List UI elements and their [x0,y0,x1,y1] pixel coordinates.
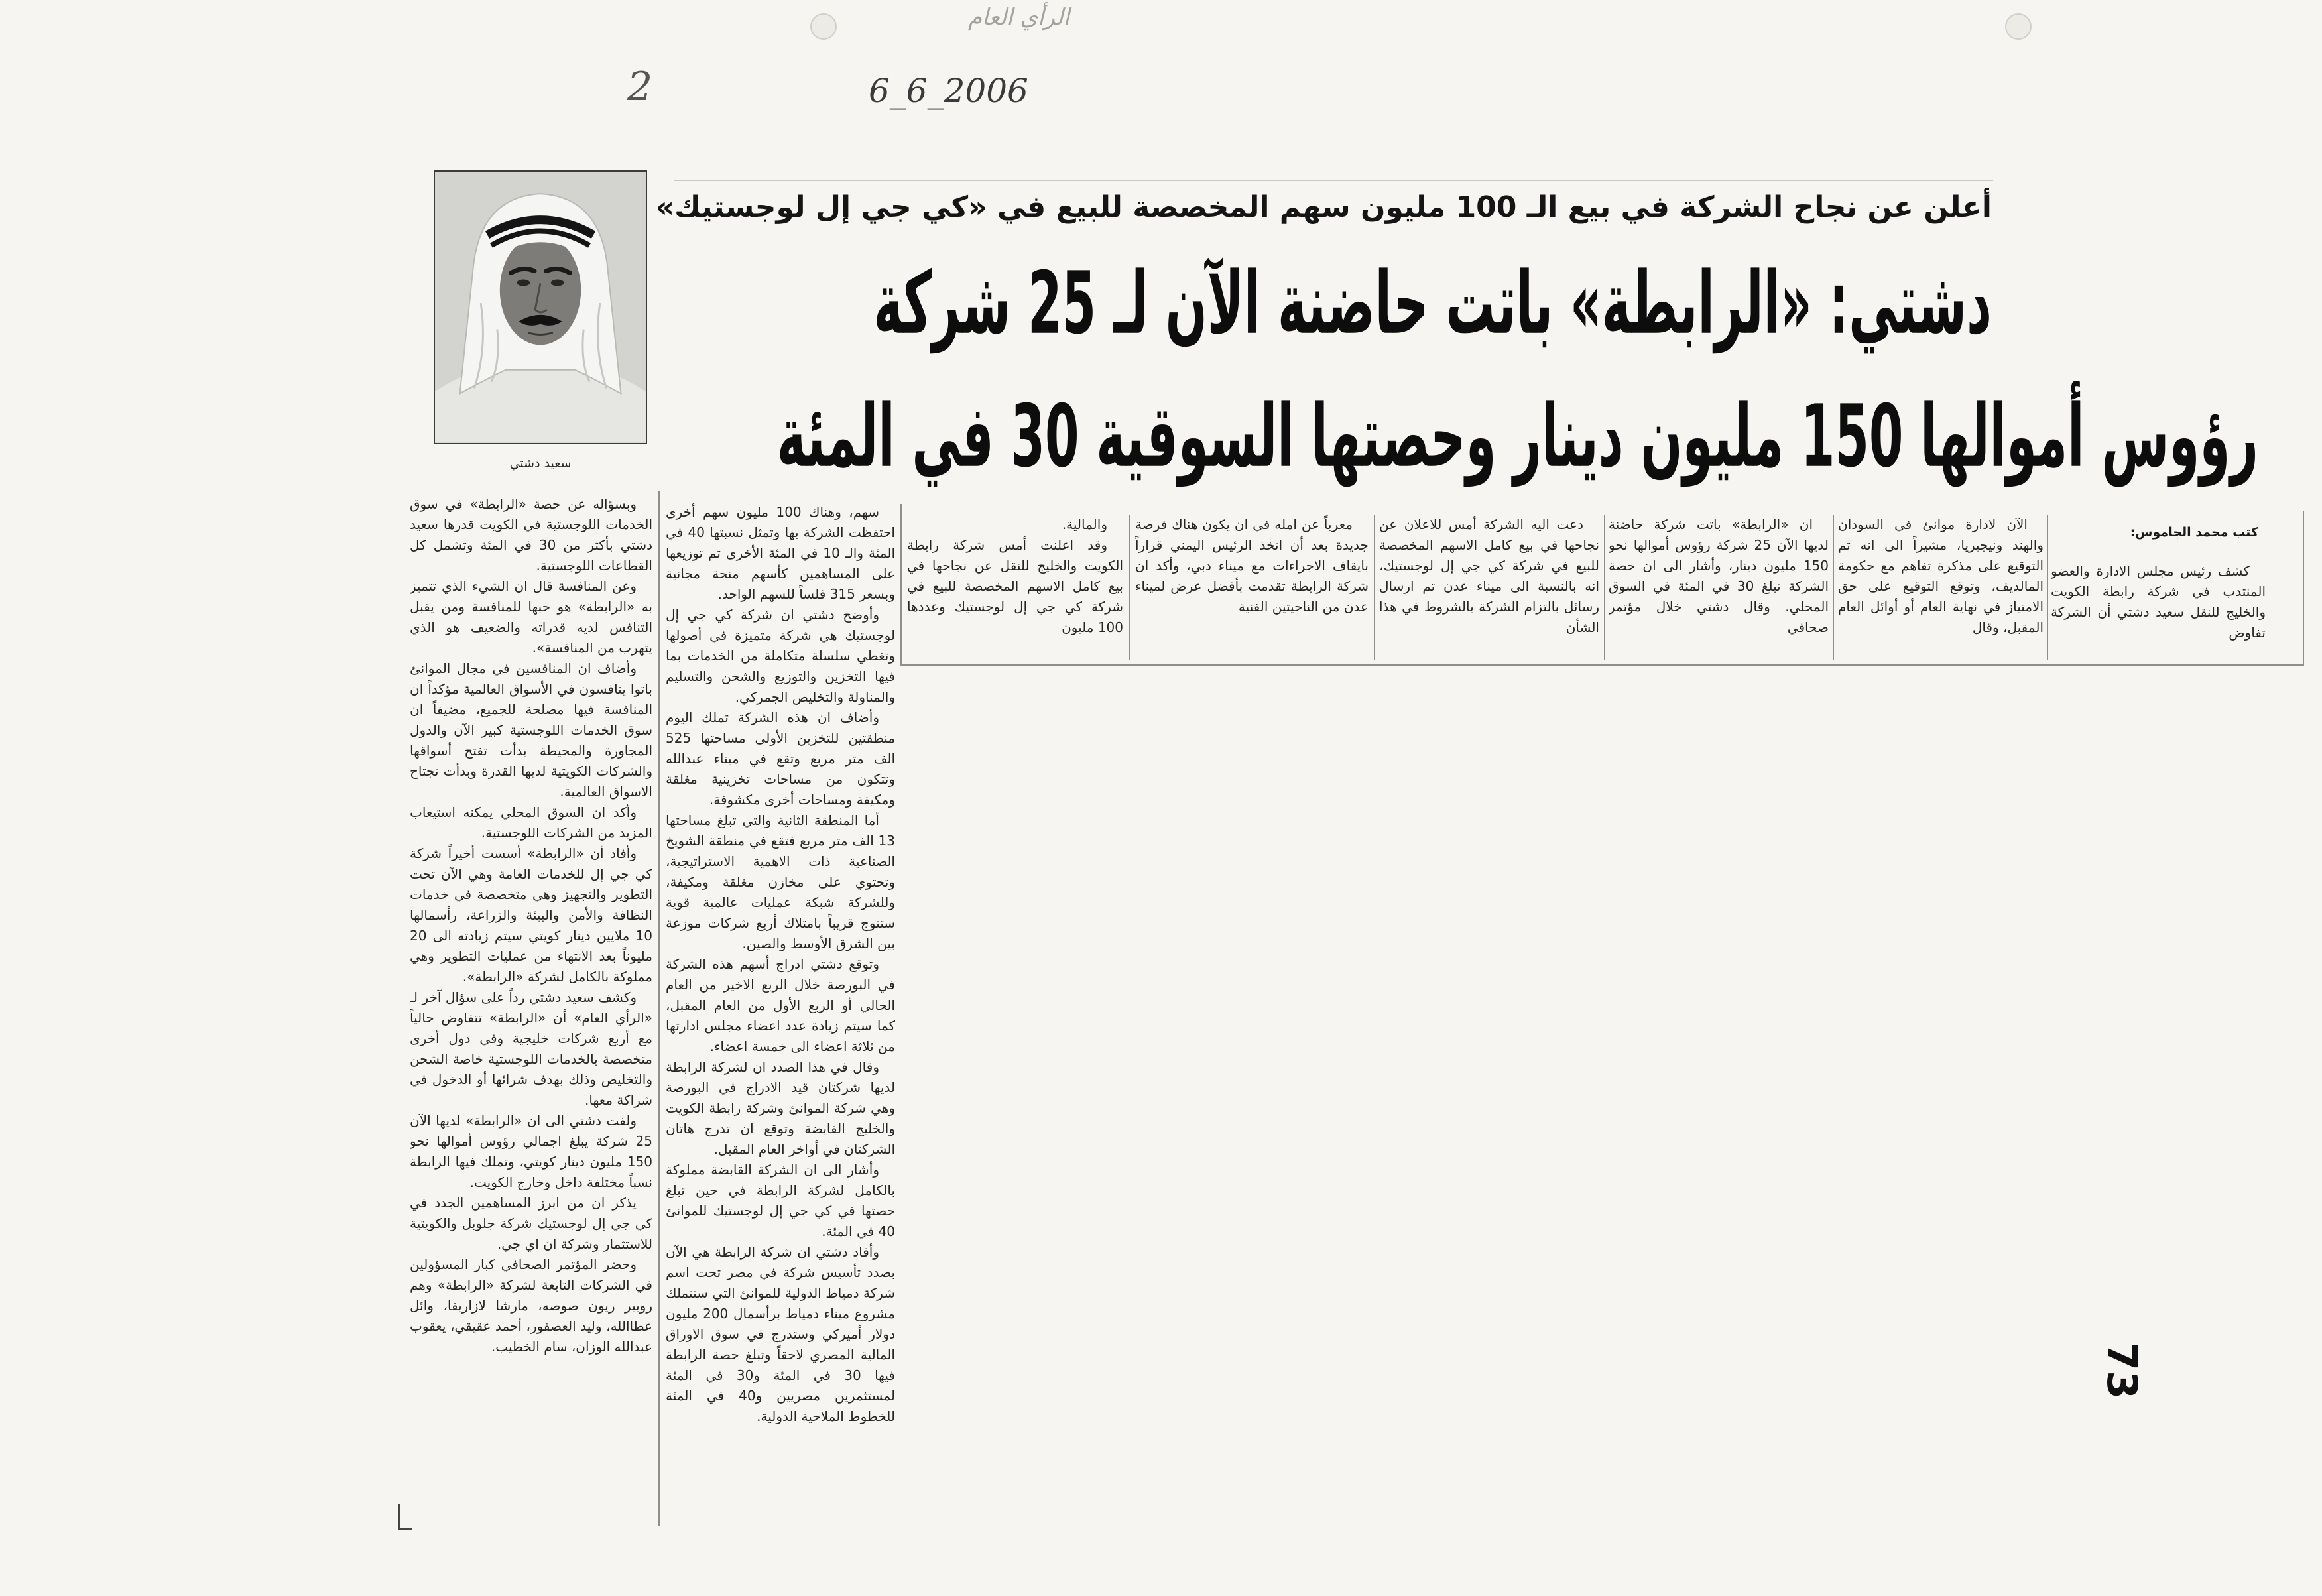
left-eye [517,280,530,286]
paragraph: وتوقع دشتي ادراج أسهم هذه الشركة في البورصة خلال الربع الاخير من العام الحالي أو الربع الأول من العام المقبل، كما سيتم زيادة عدد اعضاء مجلس ادارتها من ثلاثة اعضاء الى خمسة اعضاء. [666,956,895,1054]
paragraph: وعن المنافسة قال ان الشيء الذي تتميز به «الرابطة» هو حبها للمنافسة ومن يقبل التنافس لديه قدراته والضعيف هو الذي يتهرب من المنافسة». [410,578,652,656]
paragraph: يذكر ان من ابرز المساهمين الجدد في كي جي إل لوجستيك شركة جلوبل والكويتية للاستثمار وشركة ان اي جي. [410,1195,652,1252]
headline-line-1: دشتي: «الرابطة» باتت حاضنة الآن لـ 25 شركة [873,253,1992,354]
paragraph: وأشار الى ان الشركة القابضة مملوكة بالكامل لشركة الرابطة في حين تبلغ حصتها في كي جي إل لوجستيك للموانئ 40 في المئة. [666,1162,895,1239]
article-column-5 [1135,515,1369,660]
byline: كتب محمد الجاموس: [2130,525,2258,540]
paragraph: وأفاد أن «الرابطة» أسست أخيراً شركة كي جي إل للخدمات العامة وهي الآن تحت التطوير والتجهيز وهي متخصصة في خدمات النظافة والأمن والبيئة والزراعة، رأسمالها 10 ملايين دينار كويتي سيتم زيادته الى 20 مليوناً بعد الانتهاء من عمليات التطوير وهي مملوكة بالكامل لشركة «الرابطة». [410,845,652,985]
column-rule [1833,515,1834,660]
article-column-1 [2051,561,2266,660]
column-rule [1129,515,1130,660]
handwritten-source-note: الرأي العام [968,4,1070,31]
clipping-edge [674,180,1993,181]
paragraph: وقد اعلنت أمس شركة رابطة الكويت والخليج للنقل عن نجاحها في بيع كامل الاسهم المخصصة للبيع في شركة كي جي إل لوجستيك وعددها 100 مليون [907,537,1123,635]
clipping-bracket [398,1504,400,1530]
portrait-image [435,172,646,443]
article-column-8 [410,494,652,1526]
article-column-2 [1838,515,2044,660]
paragraph: وبسؤاله عن حصة «الرابطة» في سوق الخدمات اللوجستية في الكويت قدرها سعيد دشتي بأكثر من 30 في المئة وتشمل كل القطاعات اللوجستية. [410,496,652,574]
section-bottom-rule [900,664,2304,666]
clipping-bracket [398,1528,412,1530]
article-column-6 [907,515,1123,660]
punch-hole [2005,13,2032,40]
article-column-7 [666,502,895,1526]
column-rule [2047,515,2048,660]
paragraph: أما المنطقة الثانية والتي تبلغ مساحتها 13 الف متر مربع فتقع في منطقة الشويخ الصناعية ذات الاهمية الاستراتيجية، وتحتوي على مخازن مغلقة ومكيفة، وللشركة شبكة عمليات عالمية قوية ستتوج قريباً بامتلاك أربع شركات موزعة بين الشرق الأوسط والصين. [666,812,895,951]
paragraph: سهم، وهناك 100 مليون سهم أخرى احتفظت الشركة بها وتمثل نسبتها 40 في المئة والـ 10 في المئة الأخرى تم توزيعها على المساهمين كأسهم منحة مجانية وبسعر 315 فلساً للسهم الواحد. [666,504,895,602]
paragraph: وأضاف ان هذه الشركة تملك اليوم منطقتين للتخزين الأولى مساحتها 525 الف متر مربع وتقع في ميناء عبدالله وتتكون من مساحات تخزينية مغلقة ومكيفة ومساحات أخرى مكشوفة. [666,709,895,808]
portrait-photo [434,170,647,444]
photo-caption: سعيد دشتي [509,456,572,471]
paragraph: معرباً عن امله في ان يكون هناك فرصة جديدة بعد أن اتخذ الرئيس اليمني قراراً بايقاف الاجراءات مع ميناء دبي، وأكد ان شركة الرابطة تقدمت بأفضل عرض لميناء عدن من الناحيتين الفنية [1135,517,1369,615]
column-rule [1374,515,1375,660]
paragraph: وأفاد دشتي ان شركة الرابطة هي الآن بصدد تأسيس شركة في مصر تحت اسم شركة دمياط الدولية للموانئ التي ستتملك مشروع ميناء دمياط برأسمال 200 مليون دولار أميركي وستدرج في سوق الاوراق المالية المصري لاحقاً وتبلغ حصة الرابطة فيها 30 في المئة و30 في المئة لمستثمرين مصريين و40 في المئة للخطوط الملاحية الدولية. [666,1244,895,1424]
paragraph: ولفت دشتي الى ان «الرابطة» لديها الآن 25 شركة يبلغ اجمالي رؤوس أموالها نحو 150 مليون دينار كويتي، وتملك فيها الرابطة نسباً مختلفة داخل وخارج الكويت. [410,1113,652,1190]
kicker-line: أعلن عن نجاح الشركة في بيع الـ 100 مليون سهم المخصصة للبيع في «كي جي إل لوجستيك» [655,190,1992,224]
paragraph: دعت اليه الشركة أمس للاعلان عن نجاحها في بيع كامل الاسهم المخصصة للبيع في شركة كي جي إل لوجستيك، انه بالنسبة الى ميناء عدن تم ارسال رسائل بالتزام الشركة بالشروط في هذا الشأن [1379,517,1599,635]
face [500,235,581,345]
handwritten-page-mark: 2 [627,64,653,110]
paragraph: الآن لادارة موانئ في السودان والهند ونيجيريا، مشيراً الى انه تم التوقيع على مذكرة تفاهم مع حكومة المالديف، وتوقع التوقيع على حق الامتياز في نهاية العام أو أوائل العام المقبل، وقال [1838,517,2044,635]
page-number: 73 [2098,1341,2146,1400]
paragraph: وأكد ان السوق المحلي يمكنه استيعاب المزيد من الشركات اللوجستية. [410,804,652,841]
paragraph: ان «الرابطة» باتت شركة حاضنة لديها الآن 25 شركة رؤوس أموالها نحو 150 مليون دينار، وأشار الى ان حصة الشركة تبلغ 30 في المئة في السوق المحلي. وقال دشتي خلال مؤتمر صحافي [1609,517,1829,635]
paragraph: وأوضح دشتي ان شركة كي جي إل لوجستيك هي شركة متميزة في أصولها وتغطي سلسلة متكاملة من الخدمات بما فيها التخزين والتوزيع والشحن والتسليم والمناولة والتخليص الجمركي. [666,607,895,705]
paragraph: وقال في هذا الصدد ان لشركة الرابطة لديها شركتان قيد الادراج في البورصة وهي شركة الموانئ وشركة رابطة الكويت والخليج القابضة وتوقع ان تدرج هاتان الشركتان في أواخر العام المقبل. [666,1059,895,1157]
paragraph: والمالية. [1062,517,1107,532]
column-rule [658,491,660,1526]
handwritten-date: 6_6_2006 [869,72,1028,110]
right-eye [551,280,564,286]
paragraph: وحضر المؤتمر الصحافي كبار المسؤولين في الشركات التابعة لشركة «الرابطة» وهم روبير ريون صوصه، مارشا لازاريفا، وائل عطاالله، وليد العصفور، أحمد عقيقي، يعقوب عبدالله الوزان، سام الخطيب. [410,1257,652,1355]
article-column-4 [1379,515,1599,660]
headline-line-2: رؤوس أموالها 150 مليون دينار وحصتها السوقية 30 في المئة [776,387,2258,487]
paragraph: وكشف سعيد دشتي رداً على سؤال آخر لـ «الرأي العام» أن «الرابطة» تتفاوض حالياً مع أربع شركات خليجية وفي دول أخرى متخصصة بالخدمات اللوجستية خاصة الشحن والتخليص وذلك بهدف شرائها أو الدخول في شراكة معها. [410,989,652,1108]
paragraph: كشف رئيس مجلس الادارة والعضو المنتدب في شركة رابطة الكويت والخليج للنقل سعيد دشتي أن الشركة تفاوض [2051,563,2266,641]
punch-hole [810,13,837,40]
paragraph: وأضاف ان المنافسين في مجال الموانئ باتوا ينافسون في الأسواق العالمية مؤكداً ان المنافسة فيها مصلحة للجميع، مضيفاً ان سوق الخدمات اللوجستية كبير الآن والدول المجاورة والمحيطة بدأت تفتح أسواقها والشركات الكويتية لديها القدرة وبدأت تجتاح الاسواق العالمية. [410,660,652,800]
column-rule [2303,511,2304,664]
column-rule [1604,515,1605,660]
column-rule [900,504,902,666]
article-column-3 [1609,515,1829,660]
